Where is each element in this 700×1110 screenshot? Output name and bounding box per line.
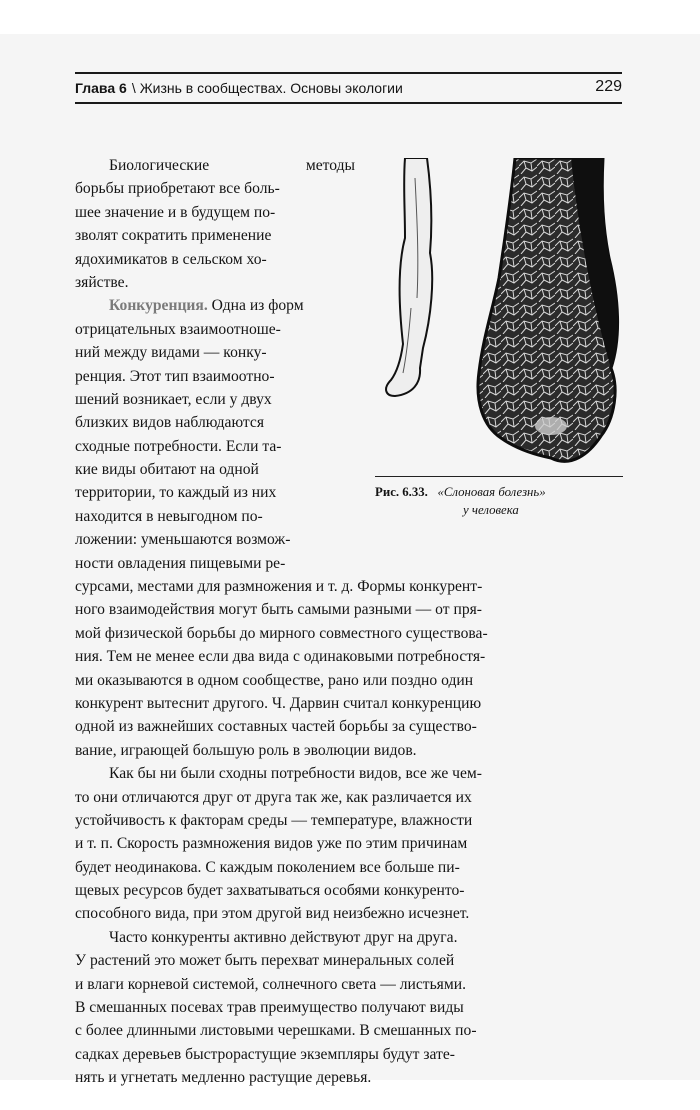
text-line: способного вида, при этом другой вид неизбежно исчезнет. — [75, 905, 470, 923]
text-line: сходные потребности. Если та- — [75, 437, 282, 455]
text-line: ний между видами — конку- — [75, 344, 267, 362]
text-line: ности овладения пищевыми ре- — [75, 554, 286, 572]
text-line: находится в невыгодном по- — [75, 507, 263, 525]
page-number: 229 — [595, 78, 622, 95]
figure-number: Рис. 6.33. — [375, 485, 428, 499]
text-line: шее значение и в будущем по- — [75, 203, 276, 221]
text-line: ного взаимодействия могут быть самыми разными — от пря- — [75, 601, 482, 619]
text-line: ми оказываются в одном сообществе, рано или поздно один — [75, 671, 474, 689]
running-header — [75, 72, 622, 104]
figure-title: «Слоновая болезнь» — [437, 485, 546, 499]
text-line: устойчивость к факторам среды — температуре, влажности — [75, 811, 473, 829]
chapter-title: Жизнь в сообществах. Основы экологии — [139, 80, 403, 96]
figure-caption — [375, 483, 625, 519]
text-line: зволят сократить применение — [75, 227, 272, 245]
text-line: Как бы ни были сходны потребности видов, все же чем- — [109, 765, 482, 783]
text-line: В смешанных посевах трав преимущество получают виды — [75, 999, 464, 1017]
text-line: У растений это может быть перехват минеральных солей — [75, 952, 455, 970]
text-line: вание, играющей большую роль в эволюции видов. — [75, 741, 417, 759]
text-line: щевых ресурсов будет захватываться особями конкуренто- — [75, 882, 465, 900]
text-line: территории, то каждый из них — [75, 484, 277, 502]
text-line: то они отличаются друг от друга так же, как различается их — [75, 788, 472, 806]
text-line: ложении: уменьшаются возмож- — [75, 531, 291, 549]
text-line: одной из важнейших составных частей борьбы за существо- — [75, 718, 477, 736]
text-line: будет неодинакова. С каждым поколением все больше пи- — [75, 858, 460, 876]
diseased-foot-highlight — [535, 417, 567, 435]
text-line: мой физической борьбы до мирного совместного существова- — [75, 624, 488, 642]
text-line: конкурент вытеснит другого. Ч. Дарвин считал конкуренцию — [75, 694, 482, 712]
text-line: отрицательных взаимоотноше- — [75, 320, 281, 338]
header-separator: \ — [131, 80, 136, 96]
text-line: Часто конкуренты активно действуют друг на друга. — [109, 928, 458, 946]
text-line: с более длинными листовыми черешками. В смешанных по- — [75, 1022, 477, 1040]
text-line: зяйстве. — [75, 273, 129, 291]
text-line: нять и угнетать медленно растущие деревья. — [75, 1069, 372, 1087]
narrow-column — [75, 154, 355, 575]
line-word-2: методы — [305, 157, 355, 174]
chapter-label: Глава 6 — [75, 80, 127, 96]
text-line: кие виды обитают на одной — [75, 461, 259, 479]
text-line — [75, 294, 355, 317]
text-line: борьбы приобретают все боль- — [75, 180, 280, 198]
healthy-leg — [386, 158, 432, 396]
text-line — [75, 154, 355, 177]
elephantiasis-illustration — [375, 158, 623, 476]
text-line: ренция. Этот тип взаимоотно- — [75, 367, 275, 385]
caption-line — [375, 483, 625, 501]
chapter-heading — [75, 80, 403, 96]
text-line: ядохимикатов в сельском хо- — [75, 250, 267, 268]
figure-title-continued: у человека — [463, 503, 519, 517]
figure-illustration — [375, 158, 623, 477]
text-line: и т. п. Скорость размножения видов уже по этим причинам — [75, 835, 468, 853]
text-line: ния. Тем не менее если два вида с одинаковыми потребностя- — [75, 648, 486, 666]
text-line: сурсами, местами для размножения и т. д. Формы конкурент- — [75, 578, 483, 595]
text-fragment: Одна из форм — [211, 297, 304, 315]
text-line: садках деревьев быстрорастущие экземпляры будут зате- — [75, 1045, 455, 1063]
text-line: близких видов наблюдаются — [75, 414, 264, 432]
term-heading: Конкуренция. — [109, 297, 208, 315]
text-line: и влаги корневой системой, солнечного света — листьями. — [75, 975, 466, 993]
wide-column — [75, 575, 625, 1090]
line-word-1: Биологические — [109, 157, 210, 174]
text-line: шений возникает, если у двух — [75, 390, 272, 408]
